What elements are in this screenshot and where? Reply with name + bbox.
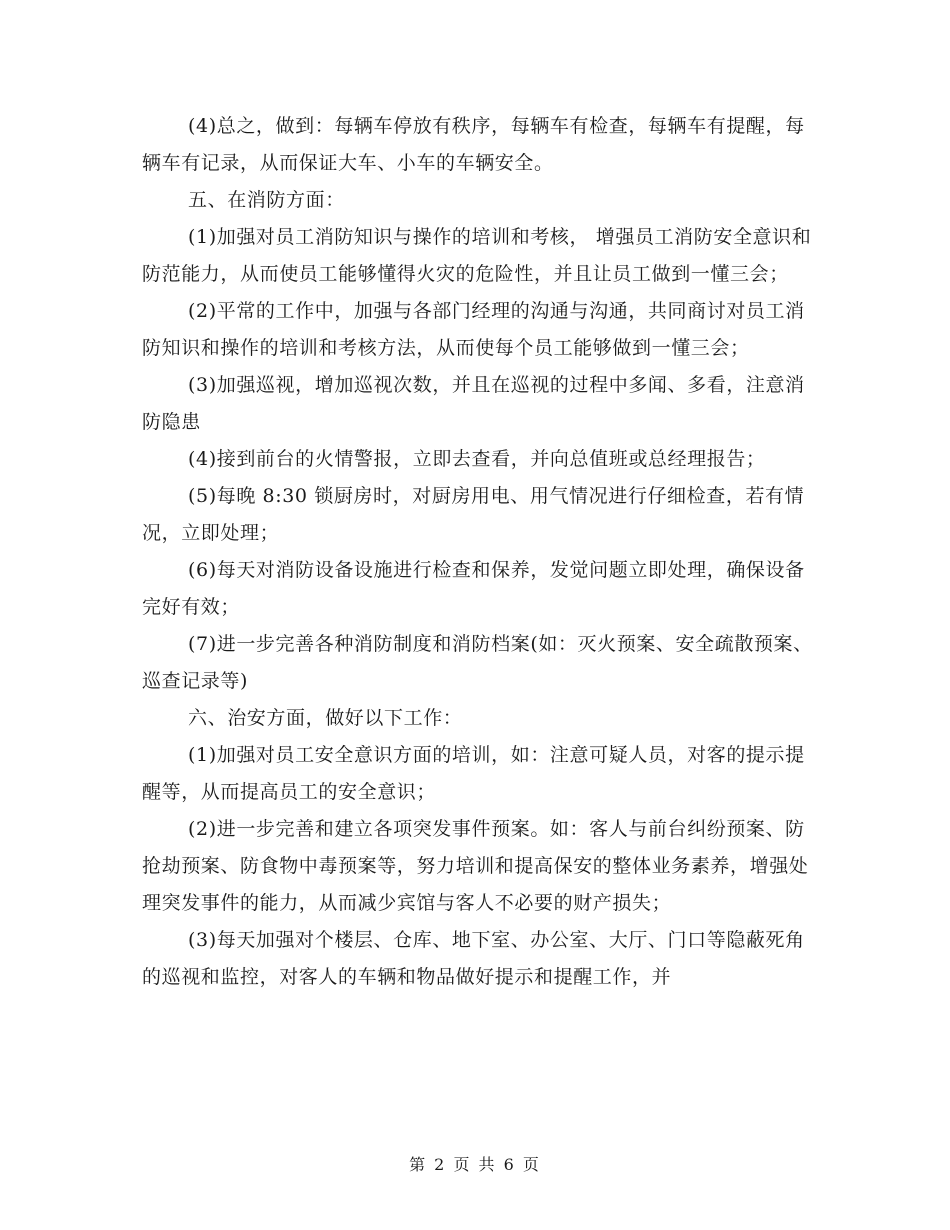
paragraph-fire-6: (6)每天对消防设备设施进行检查和保养，发觉问题立即处理，确保设备完好有效； [142,559,805,618]
paragraph-security-3: (3)每天加强对个楼层、仓库、地下室、办公室、大厅、门口等隐蔽死角的巡视和监控，对客人的车辆和物品做好提示和提醒工作，并 [142,929,805,988]
paragraph-security-1: (1)加强对员工安全意识方面的培训，如：注意可疑人员，对客的提示提醒等，从而提高员工的安全意识； [142,744,805,803]
section-heading-fire-safety: 五、在消防方面： [188,189,345,211]
page-number-footer: 第 2 页 共 6 页 [409,1155,541,1174]
paragraph-fire-1: (1)加强对员工消防知识与操作的培训和考核， 增强员工消防安全意识和防范能力，从而使员工能够懂得火灾的危险性，并且让员工做到一懂三会； [142,226,812,285]
paragraph-fire-5: (5)每晚 8:30 锁厨房时，对厨房用电、用气情况进行仔细检查，若有情况，立即处理； [142,485,805,544]
paragraph-fire-7: (7)进一步完善各种消防制度和消防档案(如：灭火预案、安全疏散预案、巡查记录等) [142,633,813,692]
document-body [142,108,814,996]
paragraph-security-2: (2)进一步完善和建立各项突发事件预案。如：客人与前台纠纷预案、防抢劫预案、防食物中毒预案等，努力培训和提高保安的整体业务素养，增强处理突发事件的能力，从而减少宾馆与客人不必要的财产损失； [142,818,809,914]
paragraph-fire-2: (2)平常的工作中，加强与各部门经理的沟通与沟通，共同商讨对员工消防知识和操作的培训和考核方法，从而使每个员工能够做到一懂三会； [142,300,805,359]
section-heading-public-security: 六、治安方面，做好以下工作： [188,707,463,729]
paragraph-fire-3: (3)加强巡视，增加巡视次数，并且在巡视的过程中多闻、多看，注意消防隐患 [142,374,805,433]
paragraph-parking-summary: (4)总之，做到：每辆车停放有秩序，每辆车有检查，每辆车有提醒，每辆车有记录，从而保证大车、小车的车辆安全。 [142,115,805,174]
paragraph-fire-4: (4)接到前台的火情警报，立即去查看，并向总值班或总经理报告； [188,448,766,470]
